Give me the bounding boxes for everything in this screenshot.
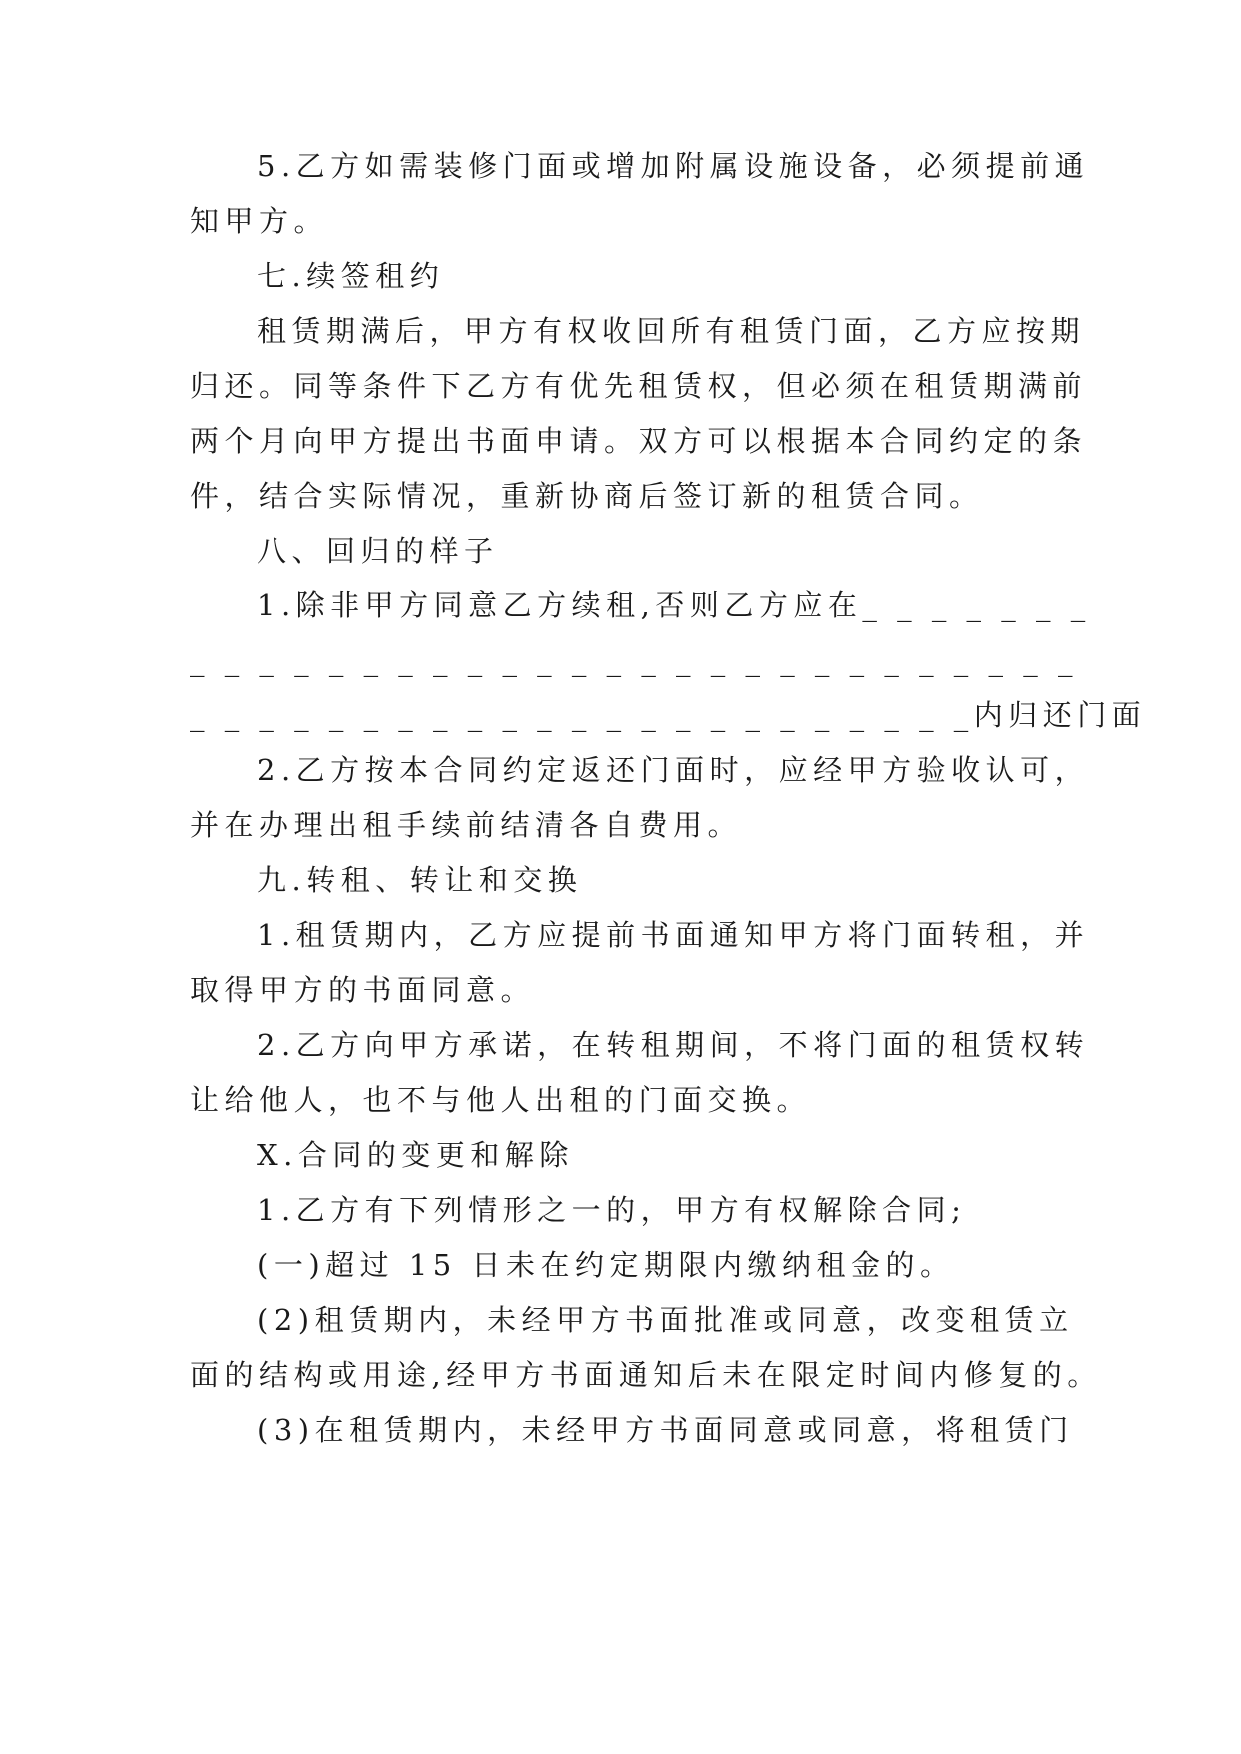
section-heading: 八、回归的样子 (257, 534, 499, 568)
paragraph-line: 让给他人，也不与他人出租的门面交换。 (190, 1083, 812, 1117)
paragraph-line: 件，结合实际情况，重新协商后签订新的租赁合同。 (190, 479, 984, 513)
paragraph-line: (一)超过 15 日未在约定期限内缴纳租金的。 (257, 1248, 955, 1282)
paragraph-line: 并在办理出租手续前结清各自费用。 (190, 808, 743, 842)
paragraph-line: (3)在租赁期内，未经甲方书面同意或同意，将租赁门 (257, 1413, 1074, 1447)
paragraph-line: 2.乙方向甲方承诺，在转租期间，不将门面的租赁权转 (257, 1028, 1090, 1062)
blank-fill-line: _ _ _ _ _ _ _ _ _ _ _ _ _ _ _ _ _ _ _ _ _ _ _ _ _ _ (190, 643, 1078, 677)
paragraph-line: 面的结构或用途,经甲方书面通知后未在限定时间内修复的。 (190, 1358, 1102, 1392)
paragraph-line: 租赁期满后，甲方有权收回所有租赁门面，乙方应按期 (257, 314, 1086, 348)
paragraph-line: 1.除非甲方同意乙方续租,否则乙方应在_ _ _ _ _ _ _ (257, 588, 1091, 622)
paragraph-line: 5.乙方如需装修门面或增加附属设施设备，必须提前通 (257, 149, 1090, 183)
section-heading: 九.转租、转让和交换 (257, 863, 583, 897)
paragraph-line: 取得甲方的书面同意。 (190, 973, 536, 1007)
paragraph-line: 知甲方。 (190, 204, 329, 238)
paragraph-line: 1.租赁期内，乙方应提前书面通知甲方将门面转租，并 (257, 918, 1090, 952)
section-heading: X.合同的变更和解除 (257, 1138, 574, 1172)
paragraph-line: 两个月向甲方提出书面申请。双方可以根据本合同约定的条 (190, 424, 1088, 458)
paragraph-line: (2)租赁期内，未经甲方书面批准或同意，改变租赁立 (257, 1303, 1074, 1337)
paragraph-line: 归还。同等条件下乙方有优先租赁权，但必须在租赁期满前 (190, 369, 1088, 403)
paragraph-line: 2.乙方按本合同约定返还门面时，应经甲方验收认可， (257, 753, 1090, 787)
section-heading: 七.续签租约 (257, 259, 445, 293)
paragraph-line: 1.乙方有下列情形之一的，甲方有权解除合同; (257, 1193, 967, 1227)
blank-fill-line: _ _ _ _ _ _ _ _ _ _ _ _ _ _ _ _ _ _ _ _ _ _ _内归还门面 (190, 698, 1147, 732)
